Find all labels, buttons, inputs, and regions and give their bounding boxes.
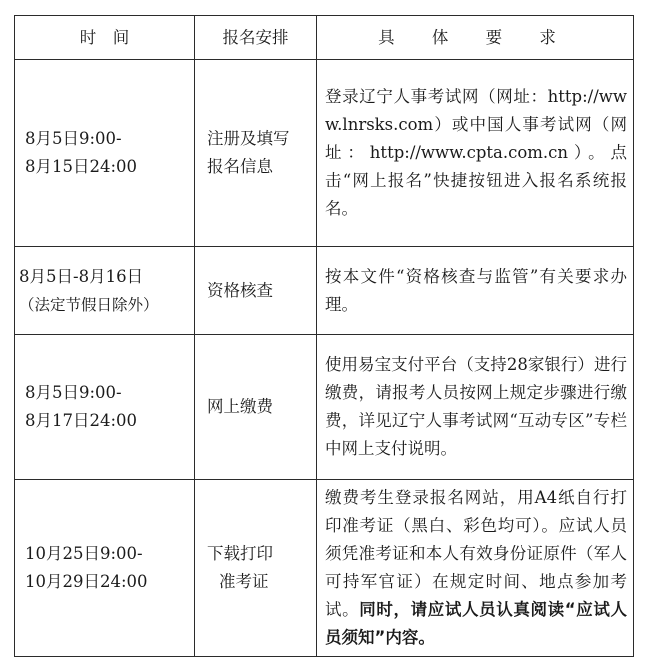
requirement-cell [317,60,634,247]
requirement-text: 登录辽宁人事考试网（网址：http://www.lnrsks.com）或中国人事考试网（网址：http://www.cpta.com.cn）。点击“网上报名”快捷按钮进入报名系统报名。 [325,87,627,218]
step-line: 准考证 [219,572,269,591]
step-line: 报名信息 [207,157,273,176]
header-requirements-label: 具 体 要 求 [378,27,572,47]
header-time [15,16,195,60]
requirement-bold-text: 同时，请应试人员认真阅读“应试人员须知”内容。 [325,600,627,647]
step-line: 下载打印 [207,544,273,563]
time-cell [15,247,195,335]
requirement-text: 使用易宝支付平台（支持28家银行）进行缴费，请报考人员按网上规定步骤进行缴费，详见辽宁人事考试网“互动专区”专栏中网上支付说明。 [325,355,627,458]
step-line: 注册及填写 [207,129,290,148]
time-end: 10月29日24:00 [25,572,148,591]
time-range: 8月5日-8月16日 [19,266,144,286]
time-cell [15,335,195,480]
time-start: 8月5日9:00- [25,383,122,402]
time-start: 8月5日9:00- [25,129,122,148]
requirement-cell [317,335,634,480]
time-cell [15,60,195,247]
requirement-cell [317,480,634,657]
header-requirements [317,16,634,60]
time-end: 8月15日24:00 [25,157,138,176]
time-start: 10月25日9:00- [25,544,143,563]
time-end: 8月17日24:00 [25,411,138,430]
table-row [15,335,634,480]
requirement-text: 缴费考生登录报名网站，用A4纸自行打印准考证（黑白、彩色均可）。应试人员须凭准考证和本人有效身份证原件（军人可持军官证）在规定时间、地点参加考试。 [325,488,627,619]
header-step-label: 报名安排 [222,27,289,47]
requirement-text: 按本文件“资格核查与监管”有关要求办理。 [325,266,627,314]
table-row [15,60,634,247]
header-step [195,16,317,60]
step-cell [195,247,317,335]
table-row [15,247,634,335]
requirement-cell [317,247,634,335]
registration-schedule-table [14,15,634,657]
time-note: （法定节假日除外） [19,295,159,314]
table-header-row [15,16,634,60]
step-cell [195,335,317,480]
step-line: 资格核查 [207,280,273,300]
step-cell [195,480,317,657]
table-row [15,480,634,657]
header-time-label: 时 间 [79,27,130,47]
step-line: 网上缴费 [207,397,273,416]
step-cell [195,60,317,247]
time-cell [15,480,195,657]
